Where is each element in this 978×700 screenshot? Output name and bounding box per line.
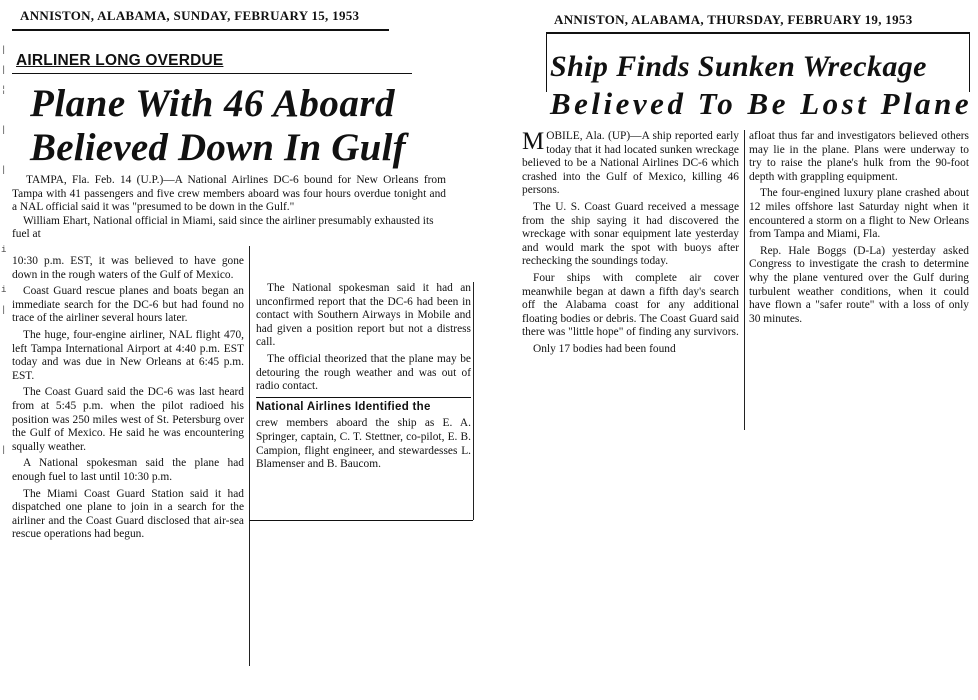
right-frame-left — [546, 32, 547, 92]
right-dateline-rule — [546, 32, 970, 34]
left-col1-paragraph: 10:30 p.m. EST, it was believed to have gone down in the rough waters of the Gulf of Mexico. — [12, 255, 244, 281]
right-column-1 — [522, 130, 739, 360]
right-headline-line1: Ship Finds Sunken Wreckage — [550, 50, 927, 83]
left-col1-paragraph: The Coast Guard said the DC-6 was last heard from at 5:45 p.m. when the pilot radioed his position was 250 miles west of St. Petersburg over the Gulf of Mexico. He said he was encountering squally weather. — [12, 386, 244, 453]
scan-margin-marks: | | ¦ | | i i | | — [1, 45, 7, 455]
left-kicker: AIRLINER LONG OVERDUE — [16, 52, 224, 69]
right-col2-paragraph: The four-engined luxury plane crashed about 12 miles offshore last Saturday night when it encountered a storm on a flight to New Orleans from Tampa and Miami, Fla. — [749, 187, 969, 241]
left-headline-line1: Plane With 46 Aboard — [30, 82, 396, 125]
left-column-2 — [256, 282, 471, 475]
left-col1-paragraph: Coast Guard rescue planes and boats began an immediate search for the DC-6 but had found no trace of the airliner several hours later. — [12, 285, 244, 325]
right-col2-paragraph: Rep. Hale Boggs (D-La) yesterday asked Congress to investigate the crash to determine why the plane ventured over the Gulf during turbulent weather conditions, when it could have flown a "safer route" with a loss of only 30 minutes. — [749, 244, 969, 325]
left-column-1 — [12, 255, 244, 545]
right-frame-right — [969, 32, 970, 92]
right-column-divider — [744, 130, 745, 430]
left-col2-paragraph: The National spokesman said it had an unconfirmed report that the DC-6 had been in contact with Southern Airways in Mobile and had given a position report but not a distress call. — [256, 282, 471, 349]
left-col2-paragraph: The official theorized that the plane may be detouring the rough weather and was out of radio contact. — [256, 352, 471, 393]
left-dateline-rule — [12, 29, 389, 31]
left-column-divider — [249, 246, 250, 666]
right-clipping — [520, 0, 978, 440]
right-col1-paragraph: Only 17 bodies had been found — [533, 342, 676, 355]
left-col2-subhead: National Airlines Identified the — [256, 400, 431, 413]
right-col1-lead-text: OBILE, Ala. (UP)—A ship reported early today that it had located sunken wreckage believed to be a National Airlines DC-6 which crashed into the Gulf of Mexico, killing 46 persons. — [522, 130, 739, 197]
right-col1-paragraph: The U. S. Coast Guard received a message from the ship saying it had discovered the wreckage with sonar equipment late yesterday and would mark the spot with buoys after rechecking the soundings today. — [522, 200, 739, 268]
right-col1-paragraph-1 — [522, 130, 739, 198]
left-kicker-rule — [12, 73, 412, 74]
right-col2-paragraph: afloat thus far and investigators believed others may lie in the plane. Plans were underway to try to raise the plane's hulk from the 90-foot depth with grappling equipment. — [749, 130, 969, 183]
left-col1-paragraph: The huge, four-engine airliner, NAL flight 470, left Tampa International Airport at 4:40 p.m. EST today and was due in New Orleans at 6:45 p.m. EST. — [12, 328, 244, 382]
right-column-2 — [749, 130, 969, 329]
left-headline-line2: Believed Down In Gulf — [30, 126, 406, 169]
left-col2-bottom-rule — [249, 520, 473, 521]
left-col2-rule — [256, 397, 471, 398]
left-col1-paragraph: A National spokesman said the plane had enough fuel to last until 10:30 p.m. — [12, 457, 244, 483]
right-col1-paragraph: Four ships with complete air cover meanwhile began at dawn a fifth day's search off the Alabama coast for any additional floating bodies or debris. The Coast Guard said there was "little hope" of finding any survivors. — [522, 271, 739, 339]
right-dateline: ANNISTON, ALABAMA, THURSDAY, FEBRUARY 19, 1953 — [554, 12, 913, 27]
right-dropcap: M — [522, 128, 545, 155]
left-col1-paragraph: The Miami Coast Guard Station said it had dispatched one plane to join in a search for the airliner and the Coast Guard disclosed that air-sea rescue operations had begun. — [12, 487, 244, 541]
left-col2-right-border — [473, 282, 474, 520]
left-lead-paragraph-1: TAMPA, Fla. Feb. 14 (U.P.)—A National Airlines DC-6 bound for New Orleans from Tampa with 41 passengers and five crew members aboard was four hours overdue tonight and a NAL official said it was "presumed to be down in the Gulf." — [12, 174, 446, 214]
left-lead — [12, 174, 446, 242]
left-lead-paragraph-2: William Ehart, National official in Miami, said since the airliner presumably exhausted its fuel at — [12, 214, 434, 241]
left-dateline: ANNISTON, ALABAMA, SUNDAY, FEBRUARY 15, 1953 — [20, 8, 360, 23]
right-headline-line2: Believed To Be Lost Plane — [550, 86, 973, 121]
left-col2-after: crew members aboard the ship as E. A. Springer, captain, C. T. Stettner, co-pilot, E. B. Campion, flight engineer, and stewardesses L. Blamenser and B. Baucom. — [256, 417, 471, 471]
